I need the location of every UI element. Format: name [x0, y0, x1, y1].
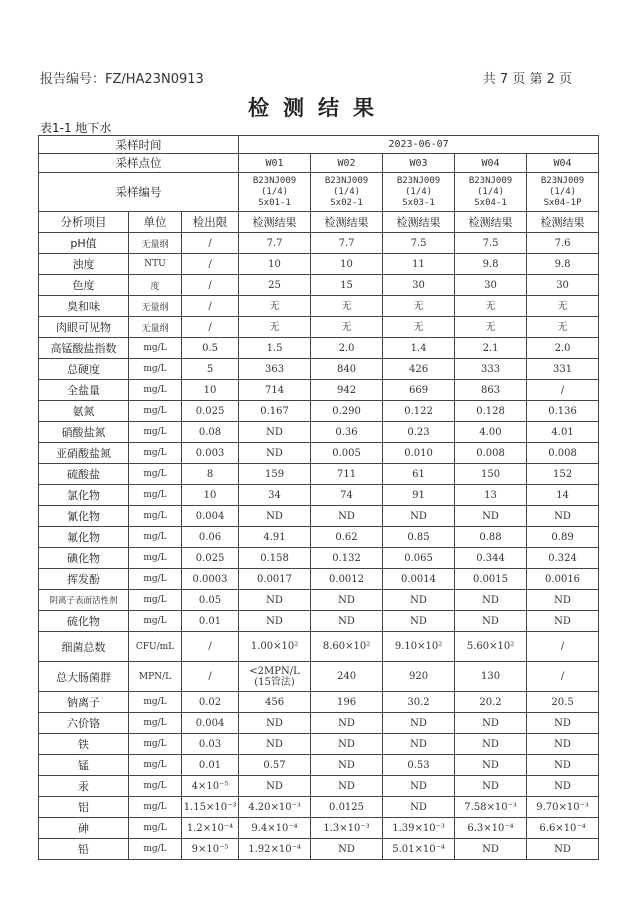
result-cell: 0.88 [455, 527, 527, 548]
result-cell: 0.136 [527, 401, 599, 422]
analysis-item: 阴离子表面活性剂 [39, 590, 129, 611]
analysis-item: 总大肠菌群 [39, 662, 129, 692]
unit-cell: mg/L [129, 548, 182, 569]
analysis-item: 细菌总数 [39, 632, 129, 662]
result-cell: ND [527, 611, 599, 632]
result-cell: 0.065 [383, 548, 455, 569]
result-cell: 0.167 [239, 401, 311, 422]
detection-limit-cell: 1.2×10⁻⁴ [182, 818, 239, 839]
result-cell: 863 [455, 380, 527, 401]
column-header-result: 检测结果 [455, 212, 527, 233]
result-cell: 无 [383, 296, 455, 317]
result-cell: ND [455, 506, 527, 527]
analysis-item: 亚硝酸盐氮 [39, 443, 129, 464]
unit-cell: mg/L [129, 734, 182, 755]
sample-code: B23NJ009 (1/4) Sx03-1 [383, 173, 455, 212]
result-cell: ND [311, 713, 383, 734]
table-row [39, 797, 599, 818]
unit-cell: mg/L [129, 401, 182, 422]
sample-code: B23NJ009 (1/4) Sx04-1 [455, 173, 527, 212]
table-row [39, 401, 599, 422]
result-cell: 150 [455, 464, 527, 485]
table-row [39, 734, 599, 755]
result-cell: 2.0 [527, 338, 599, 359]
column-header-result: 检测结果 [239, 212, 311, 233]
unit-cell: mg/L [129, 569, 182, 590]
results-table [38, 135, 599, 860]
result-cell: 0.008 [455, 443, 527, 464]
result-cell: 9.10×10² [383, 632, 455, 662]
result-cell: <2MPN/L (15管法) [239, 662, 311, 692]
result-cell: 159 [239, 464, 311, 485]
result-cell: 333 [455, 359, 527, 380]
unit-cell: CFU/mL [129, 632, 182, 662]
detection-limit-cell: 5 [182, 359, 239, 380]
result-cell: 7.6 [527, 233, 599, 254]
result-cell: ND [527, 776, 599, 797]
analysis-item: 铝 [39, 797, 129, 818]
result-cell: 30 [455, 275, 527, 296]
result-cell: ND [383, 590, 455, 611]
result-cell: 152 [527, 464, 599, 485]
table-row [39, 662, 599, 692]
result-cell: ND [239, 443, 311, 464]
table-row [39, 317, 599, 338]
result-cell: ND [311, 734, 383, 755]
result-cell: ND [383, 611, 455, 632]
unit-cell: mg/L [129, 797, 182, 818]
detection-limit-cell: 0.003 [182, 443, 239, 464]
result-cell: 91 [383, 485, 455, 506]
result-cell: 4.20×10⁻³ [239, 797, 311, 818]
table-row [39, 692, 599, 713]
result-cell: ND [239, 776, 311, 797]
analysis-item: 汞 [39, 776, 129, 797]
result-cell: ND [239, 506, 311, 527]
result-cell: 1.5 [239, 338, 311, 359]
result-cell: 无 [311, 317, 383, 338]
table-row [39, 443, 599, 464]
sampling-point: W04 [455, 154, 527, 173]
result-cell: 6.6×10⁻⁴ [527, 818, 599, 839]
sample-code: B23NJ009 (1/4) Sx04-1P [527, 173, 599, 212]
analysis-item: 钠离子 [39, 692, 129, 713]
sample-code: B23NJ009 (1/4) Sx02-1 [311, 173, 383, 212]
unit-cell: mg/L [129, 338, 182, 359]
analysis-item: 肉眼可见物 [39, 317, 129, 338]
result-cell: 8.60×10² [311, 632, 383, 662]
result-cell: 4.01 [527, 422, 599, 443]
result-cell: 1.39×10⁻³ [383, 818, 455, 839]
result-cell: 0.128 [455, 401, 527, 422]
sample-code: B23NJ009 (1/4) Sx01-1 [239, 173, 311, 212]
table-row [39, 818, 599, 839]
result-cell: ND [239, 422, 311, 443]
result-cell: 14 [527, 485, 599, 506]
detection-limit-cell: 0.5 [182, 338, 239, 359]
detection-limit-cell: 4×10⁻⁵ [182, 776, 239, 797]
result-cell: ND [383, 506, 455, 527]
result-cell: ND [239, 734, 311, 755]
result-cell: ND [527, 734, 599, 755]
sample-code-label: 采样编号 [39, 173, 239, 212]
detection-limit-cell: / [182, 662, 239, 692]
analysis-item: 锰 [39, 755, 129, 776]
result-cell: 0.53 [383, 755, 455, 776]
result-cell: ND [527, 713, 599, 734]
analysis-item: 臭和味 [39, 296, 129, 317]
result-cell: 1.00×10² [239, 632, 311, 662]
detection-limit-cell: 0.004 [182, 713, 239, 734]
table-row [39, 254, 599, 275]
unit-cell: 无量纲 [129, 296, 182, 317]
unit-cell: mg/L [129, 506, 182, 527]
detection-limit-cell: 9×10⁻⁵ [182, 839, 239, 860]
detection-limit-cell: 0.01 [182, 755, 239, 776]
table-row [39, 548, 599, 569]
result-cell: 4.91 [239, 527, 311, 548]
unit-cell: 无量纲 [129, 233, 182, 254]
result-cell: ND [383, 734, 455, 755]
table-row [39, 464, 599, 485]
detection-limit-cell: 0.05 [182, 590, 239, 611]
result-cell: 无 [527, 296, 599, 317]
unit-cell: mg/L [129, 839, 182, 860]
unit-cell: mg/L [129, 692, 182, 713]
analysis-item: 碘化物 [39, 548, 129, 569]
sampling-point: W04 [527, 154, 599, 173]
result-cell: 无 [527, 317, 599, 338]
analysis-item: 全盐量 [39, 380, 129, 401]
table-row [39, 275, 599, 296]
detection-limit-cell: 1.15×10⁻³ [182, 797, 239, 818]
detection-limit-cell: 0.08 [182, 422, 239, 443]
result-cell: 840 [311, 359, 383, 380]
analysis-item: 硝酸盐氮 [39, 422, 129, 443]
result-cell: 920 [383, 662, 455, 692]
analysis-item: 氰化物 [39, 506, 129, 527]
result-cell: 0.0017 [239, 569, 311, 590]
column-header-unit: 单位 [129, 212, 182, 233]
detection-limit-cell: / [182, 632, 239, 662]
result-cell: 426 [383, 359, 455, 380]
analysis-item: 铁 [39, 734, 129, 755]
detection-limit-cell: 0.0003 [182, 569, 239, 590]
result-cell: 10 [311, 254, 383, 275]
table-row [39, 422, 599, 443]
result-cell: ND [455, 734, 527, 755]
detection-limit-cell: 8 [182, 464, 239, 485]
result-cell: 25 [239, 275, 311, 296]
report-number: 报告编号：FZ/HA23N0913 [40, 72, 204, 87]
result-cell: 0.23 [383, 422, 455, 443]
table-row [39, 569, 599, 590]
result-cell: ND [527, 755, 599, 776]
analysis-item: 色度 [39, 275, 129, 296]
result-cell: ND [239, 713, 311, 734]
table-row [39, 296, 599, 317]
result-cell: 7.58×10⁻³ [455, 797, 527, 818]
result-cell: 15 [311, 275, 383, 296]
analysis-item: 高锰酸盐指数 [39, 338, 129, 359]
result-cell: 0.344 [455, 548, 527, 569]
table-row [39, 485, 599, 506]
analysis-item: 硫酸盐 [39, 464, 129, 485]
detection-limit-cell: 10 [182, 380, 239, 401]
unit-cell: mg/L [129, 485, 182, 506]
result-cell: 0.0012 [311, 569, 383, 590]
column-header-result: 检测结果 [311, 212, 383, 233]
result-cell: ND [311, 776, 383, 797]
result-cell: 10 [239, 254, 311, 275]
table-row [39, 611, 599, 632]
unit-cell: mg/L [129, 713, 182, 734]
result-cell: ND [527, 506, 599, 527]
result-cell: ND [455, 839, 527, 860]
column-header-item: 分析项目 [39, 212, 129, 233]
sampling-point: W02 [311, 154, 383, 173]
column-header-result: 检测结果 [383, 212, 455, 233]
detection-limit-cell: 0.025 [182, 548, 239, 569]
detection-limit-cell: / [182, 296, 239, 317]
result-cell: 331 [527, 359, 599, 380]
sampling-time-value: 2023-06-07 [239, 136, 599, 154]
result-cell: ND [383, 776, 455, 797]
result-cell: 74 [311, 485, 383, 506]
unit-cell: mg/L [129, 380, 182, 401]
analysis-item: 氟化物 [39, 527, 129, 548]
result-cell: 130 [455, 662, 527, 692]
result-cell: 0.158 [239, 548, 311, 569]
result-cell: 13 [455, 485, 527, 506]
result-cell: 34 [239, 485, 311, 506]
result-cell: 0.290 [311, 401, 383, 422]
table-row [39, 380, 599, 401]
result-cell: 456 [239, 692, 311, 713]
sampling-point: W01 [239, 154, 311, 173]
unit-cell: mg/L [129, 443, 182, 464]
result-cell: 无 [311, 296, 383, 317]
result-cell: 7.7 [239, 233, 311, 254]
unit-cell: mg/L [129, 755, 182, 776]
result-cell: 196 [311, 692, 383, 713]
table-row [39, 338, 599, 359]
result-cell: 4.00 [455, 422, 527, 443]
result-cell: 0.0016 [527, 569, 599, 590]
result-cell: 0.008 [527, 443, 599, 464]
result-cell: 0.36 [311, 422, 383, 443]
analysis-item: 挥发酚 [39, 569, 129, 590]
table-row [39, 755, 599, 776]
result-cell: 9.4×10⁻⁴ [239, 818, 311, 839]
result-cell: ND [311, 590, 383, 611]
unit-cell: mg/L [129, 611, 182, 632]
analysis-item: 氯化物 [39, 485, 129, 506]
unit-cell: mg/L [129, 527, 182, 548]
result-cell: 240 [311, 662, 383, 692]
page-info: 共 7 页 第 2 页 [482, 72, 572, 87]
result-cell: 0.122 [383, 401, 455, 422]
result-cell: 0.324 [527, 548, 599, 569]
result-cell: 0.89 [527, 527, 599, 548]
table-caption: 表1-1 地下水 [40, 121, 112, 135]
result-cell: 0.010 [383, 443, 455, 464]
result-cell: 20.5 [527, 692, 599, 713]
result-cell: ND [383, 713, 455, 734]
unit-cell: 度 [129, 275, 182, 296]
result-cell: ND [239, 611, 311, 632]
detection-limit-cell: / [182, 317, 239, 338]
result-cell: 0.57 [239, 755, 311, 776]
result-cell: 0.0125 [311, 797, 383, 818]
column-header-limit: 检出限 [182, 212, 239, 233]
result-cell: 无 [455, 296, 527, 317]
table-row [39, 233, 599, 254]
result-cell: 0.0014 [383, 569, 455, 590]
result-cell: 5.01×10⁻⁴ [383, 839, 455, 860]
result-cell: ND [527, 590, 599, 611]
result-cell: ND [311, 839, 383, 860]
result-cell: / [527, 380, 599, 401]
sampling-point-label: 采样点位 [39, 154, 239, 173]
result-cell: 1.92×10⁻⁴ [239, 839, 311, 860]
detection-limit-cell: / [182, 254, 239, 275]
result-cell: 7.7 [311, 233, 383, 254]
page-title: 检测结果 [248, 96, 388, 120]
result-cell: 61 [383, 464, 455, 485]
unit-cell: mg/L [129, 776, 182, 797]
result-cell: 无 [239, 317, 311, 338]
detection-limit-cell: / [182, 275, 239, 296]
result-cell: ND [311, 755, 383, 776]
sampling-time-label: 采样时间 [39, 136, 239, 154]
result-cell: 2.0 [311, 338, 383, 359]
result-cell: ND [455, 590, 527, 611]
result-cell: 9.8 [527, 254, 599, 275]
table-row [39, 527, 599, 548]
analysis-item: 砷 [39, 818, 129, 839]
result-cell: / [527, 662, 599, 692]
sampling-point: W03 [383, 154, 455, 173]
result-cell: / [527, 632, 599, 662]
result-cell: 942 [311, 380, 383, 401]
unit-cell: 无量纲 [129, 317, 182, 338]
result-cell: 30 [383, 275, 455, 296]
analysis-item: 铅 [39, 839, 129, 860]
analysis-item: pH值 [39, 233, 129, 254]
result-cell: 0.62 [311, 527, 383, 548]
table-row [39, 632, 599, 662]
analysis-item: 浊度 [39, 254, 129, 275]
result-cell: 0.85 [383, 527, 455, 548]
unit-cell: mg/L [129, 818, 182, 839]
table-row [39, 713, 599, 734]
unit-cell: mg/L [129, 464, 182, 485]
result-cell: ND [311, 611, 383, 632]
result-cell: 30.2 [383, 692, 455, 713]
result-cell: 无 [383, 317, 455, 338]
unit-cell: mg/L [129, 422, 182, 443]
result-cell: 0.005 [311, 443, 383, 464]
detection-limit-cell: 0.02 [182, 692, 239, 713]
result-cell: 9.8 [455, 254, 527, 275]
result-cell: 20.2 [455, 692, 527, 713]
detection-limit-cell: / [182, 233, 239, 254]
analysis-item: 氨氮 [39, 401, 129, 422]
detection-limit-cell: 0.06 [182, 527, 239, 548]
result-cell: 0.0015 [455, 569, 527, 590]
result-cell: ND [455, 713, 527, 734]
result-cell: ND [455, 611, 527, 632]
result-cell: 无 [455, 317, 527, 338]
analysis-item: 总硬度 [39, 359, 129, 380]
table-row [39, 359, 599, 380]
result-cell: 2.1 [455, 338, 527, 359]
detection-limit-cell: 0.01 [182, 611, 239, 632]
result-cell: 669 [383, 380, 455, 401]
result-cell: 7.5 [455, 233, 527, 254]
unit-cell: NTU [129, 254, 182, 275]
result-cell: ND [239, 590, 311, 611]
result-cell: ND [383, 797, 455, 818]
result-cell: 7.5 [383, 233, 455, 254]
unit-cell: mg/L [129, 359, 182, 380]
unit-cell: mg/L [129, 590, 182, 611]
result-cell: 0.132 [311, 548, 383, 569]
result-cell: 无 [239, 296, 311, 317]
detection-limit-cell: 10 [182, 485, 239, 506]
result-cell: 711 [311, 464, 383, 485]
result-cell: 1.4 [383, 338, 455, 359]
result-cell: ND [455, 755, 527, 776]
result-cell: 5.60×10² [455, 632, 527, 662]
result-cell: ND [311, 506, 383, 527]
unit-cell: MPN/L [129, 662, 182, 692]
table-row [39, 839, 599, 860]
result-cell: 714 [239, 380, 311, 401]
result-cell: ND [527, 839, 599, 860]
table-row [39, 590, 599, 611]
column-header-result: 检测结果 [527, 212, 599, 233]
result-cell: 6.3×10⁻⁴ [455, 818, 527, 839]
result-cell: 1.3×10⁻³ [311, 818, 383, 839]
result-cell: 11 [383, 254, 455, 275]
result-cell: ND [455, 776, 527, 797]
analysis-item: 六价铬 [39, 713, 129, 734]
detection-limit-cell: 0.03 [182, 734, 239, 755]
detection-limit-cell: 0.004 [182, 506, 239, 527]
analysis-item: 硫化物 [39, 611, 129, 632]
table-row [39, 506, 599, 527]
table-row [39, 776, 599, 797]
detection-limit-cell: 0.025 [182, 401, 239, 422]
result-cell: 30 [527, 275, 599, 296]
result-cell: 363 [239, 359, 311, 380]
result-cell: 9.70×10⁻³ [527, 797, 599, 818]
